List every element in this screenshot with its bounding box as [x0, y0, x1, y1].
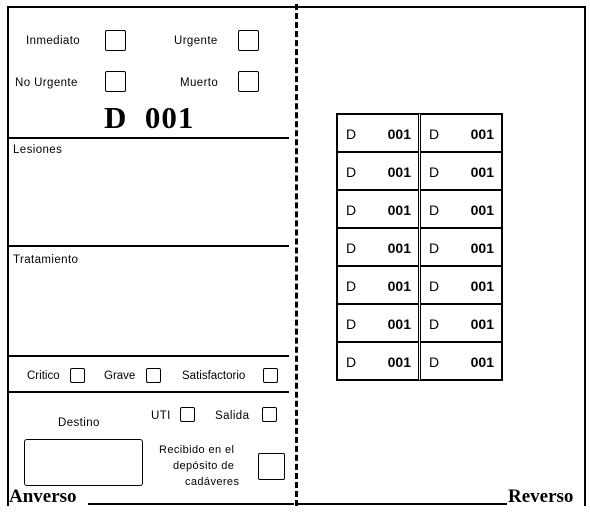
tag-number: 001 [387, 354, 411, 370]
tear-off-tag[interactable] [337, 304, 419, 342]
recibido-label-line-2: depósito de [173, 460, 235, 472]
tag-number: 001 [387, 316, 411, 332]
tear-off-tag[interactable] [420, 266, 502, 304]
tag-letter: D [346, 278, 357, 294]
tag-letter: D [429, 354, 440, 370]
salida-checkbox[interactable] [262, 407, 277, 422]
critico-checkbox[interactable] [70, 368, 85, 383]
satisfactorio-label: Satisfactorio [182, 370, 246, 382]
grave-checkbox[interactable] [146, 368, 161, 383]
tag-number: 001 [387, 278, 411, 294]
tag-letter: D [346, 126, 357, 142]
tear-off-tag[interactable] [420, 228, 502, 266]
tag-number: 001 [470, 278, 494, 294]
tag-number: 001 [387, 126, 411, 142]
tag-number: 001 [470, 354, 494, 370]
tear-off-tag[interactable] [420, 114, 502, 152]
frame-bottom-left-border [88, 503, 294, 505]
tag-code: D 001 [104, 100, 195, 135]
divider-4 [7, 391, 289, 393]
tratamiento-field[interactable] [10, 270, 288, 352]
tag-letter: D [346, 316, 357, 332]
tear-off-tag[interactable] [337, 190, 419, 228]
tag-letter: D [346, 202, 357, 218]
muerto-checkbox[interactable] [238, 71, 259, 92]
tag-number: 001 [470, 126, 494, 142]
tag-letter: D [429, 240, 440, 256]
destino-label: Destino [58, 417, 100, 429]
inmediato-checkbox[interactable] [105, 30, 126, 51]
tag-letter: D [346, 240, 357, 256]
tear-off-tag[interactable] [420, 152, 502, 190]
tear-off-tag[interactable] [420, 190, 502, 228]
tear-off-tag[interactable] [337, 114, 419, 152]
divider-3 [7, 355, 289, 357]
deposito-checkbox[interactable] [258, 453, 285, 480]
frame-right-border [584, 6, 586, 506]
tratamiento-label: Tratamiento [13, 254, 79, 266]
tag-letter: D [346, 354, 357, 370]
fold-dashed-line [295, 4, 298, 506]
frame-bottom-right-border [297, 503, 507, 505]
no-urgente-checkbox[interactable] [105, 71, 126, 92]
inmediato-label: Inmediato [26, 35, 81, 47]
urgente-checkbox[interactable] [238, 30, 259, 51]
tag-letter: D [429, 164, 440, 180]
tear-off-tag[interactable] [337, 266, 419, 304]
tear-off-tag[interactable] [337, 342, 419, 380]
tear-off-tag-grid [336, 113, 503, 381]
satisfactorio-checkbox[interactable] [263, 368, 278, 383]
tag-number: 001 [387, 240, 411, 256]
critico-label: Critico [27, 370, 60, 382]
divider-1 [7, 137, 289, 139]
tag-number: 001 [470, 316, 494, 332]
tag-number: 001 [470, 164, 494, 180]
tag-letter: D [429, 202, 440, 218]
tag-number: 001 [470, 202, 494, 218]
tag-number: 001 [470, 240, 494, 256]
frame-left-border [7, 6, 9, 506]
muerto-label: Muerto [180, 77, 219, 89]
uti-checkbox[interactable] [180, 407, 195, 422]
tag-number: 001 [387, 202, 411, 218]
salida-label: Salida [215, 410, 250, 422]
reverso-footer-label: Reverso [508, 486, 574, 507]
tear-off-tag[interactable] [337, 152, 419, 190]
grave-label: Grave [104, 370, 136, 382]
tear-off-tag[interactable] [420, 342, 502, 380]
divider-2 [7, 245, 289, 247]
destino-field[interactable] [24, 439, 143, 486]
no-urgente-label: No Urgente [15, 77, 78, 89]
tag-letter: D [346, 164, 357, 180]
urgente-label: Urgente [174, 35, 218, 47]
tag-letter: D [429, 316, 440, 332]
tag-number: 001 [387, 164, 411, 180]
lesiones-field[interactable] [10, 160, 288, 242]
recibido-label-line-3: cadáveres [185, 476, 240, 488]
uti-label: UTI [151, 410, 171, 422]
lesiones-label: Lesiones [13, 144, 63, 156]
tear-off-tag[interactable] [337, 228, 419, 266]
tear-off-tag[interactable] [420, 304, 502, 342]
tag-letter: D [429, 126, 440, 142]
tag-letter: D [429, 278, 440, 294]
anverso-footer-label: Anverso [9, 486, 77, 507]
recibido-label-line-1: Recibido en el [159, 444, 235, 456]
